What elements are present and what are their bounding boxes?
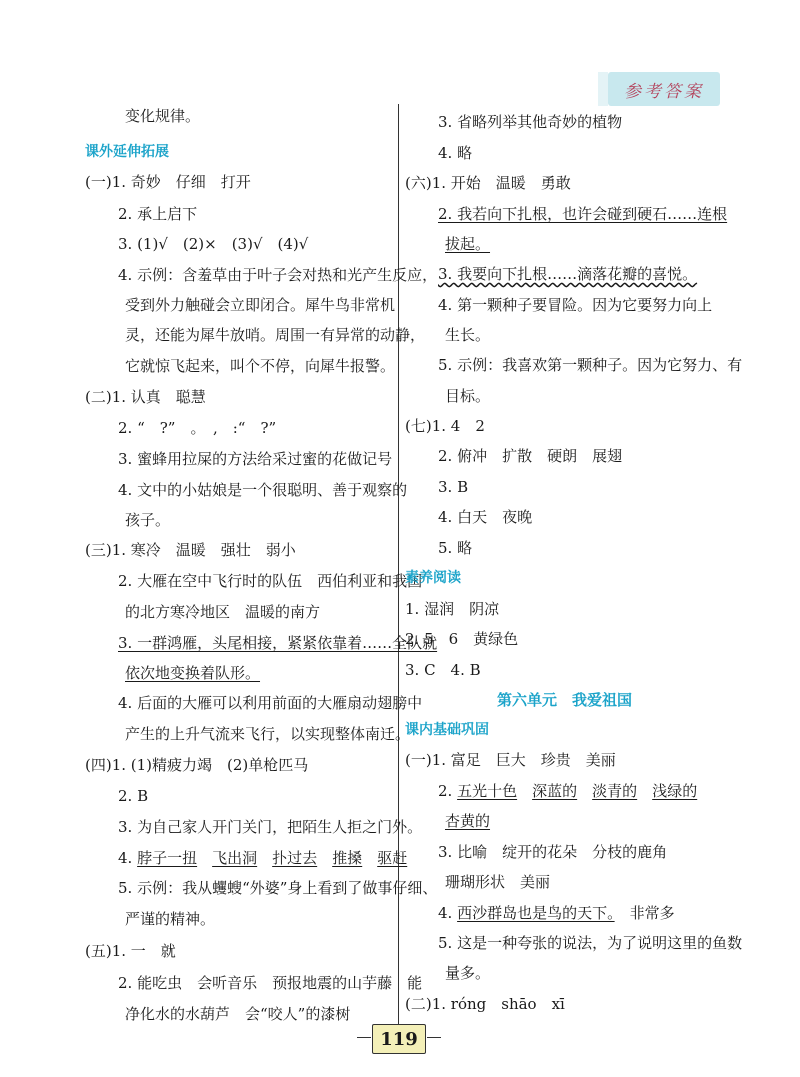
answer-line-verbs [118,848,407,868]
answer-line: 量多。 [445,964,491,982]
section-heading-basics: 课内基础巩固 [405,722,489,738]
item-prefix: 4. [118,849,138,867]
answer-line: 严谨的精神。 [125,910,216,928]
answer-line: 2. “ ?” 。 , :“ ?” [118,419,277,437]
item-prefix: 4. [438,904,458,922]
answer-line: 4. 略 [438,144,473,162]
answer-line: (二)1. róng shāo xī [405,995,565,1013]
answer-line: 5. 略 [438,539,473,557]
answer-line: (四)1. (1)精疲力竭 (2)单枪匹马 [85,756,309,774]
answer-line: (七)1. 4 2 [405,417,485,435]
answer-line: 2. 能吃虫 会听音乐 预报地震的山芋藤 能 [118,974,423,992]
answer-line: 3. 省略列举其他奇妙的植物 [438,113,623,131]
underlined-answer-line: 3. 一群鸿雁，头尾相接，紧紧依靠着……全队就 [118,634,438,652]
answer-line: 4. 第一颗种子要冒险。因为它要努力向上 [438,296,713,314]
answer-line: 2. 承上启下 [118,205,198,223]
answer-line: (五)1. 一 就 [85,942,176,960]
answer-line: 孩子。 [125,511,171,529]
answer-line: 4. 白天 夜晚 [438,508,533,526]
answer-line: 它就惊飞起来，叫个不停，向犀牛报警。 [125,357,396,375]
item-prefix: 2. [438,782,458,800]
answer-line: 3. (1)√ (2)× (3)√ (4)√ [118,235,309,253]
answer-line: 2. 5 6 黄绿色 [405,630,519,648]
answer-line: 3. B [438,478,469,496]
underlined-word: 浅绿的 [652,782,698,800]
underlined-word: 扑过去 [272,849,318,867]
unit-title: 第六单元 我爱祖国 [497,691,633,709]
answer-line: 5. 示例：我喜欢第一颗种子。因为它努力、有 [438,356,743,374]
wavy-underlined-answer-line: 3. 我要向下扎根……滴落花瓣的喜悦。 [438,265,698,283]
answer-line: (一)1. 富足 巨大 珍贵 美丽 [405,751,616,769]
page-number: 119 [372,1024,426,1054]
answer-text: 非常多 [614,904,675,922]
answer-line: 2. 大雁在空中飞行时的队伍 西伯利亚和我国 [118,572,423,590]
answer-line: 的北方寒冷地区 温暖的南方 [125,603,321,621]
answer-line: 珊瑚形状 美丽 [445,873,551,891]
underlined-answer-line: 依次地变换着队形。 [125,664,261,682]
answer-line: 3. 蜜蜂用拉屎的方法给采过蜜的花做记号 [118,450,393,468]
underlined-word: 驱赶 [377,849,408,867]
answer-line: (二)1. 认真 聪慧 [85,388,206,406]
underlined-sentence: 西沙群岛也是鸟的天下。 [457,904,615,922]
answer-line: 受到外力触碰会立即闭合。犀牛鸟非常机 [125,296,396,314]
answer-line: 5. 这是一种夸张的说法，为了说明这里的鱼数 [438,934,743,952]
underlined-answer-line: 拔起。 [445,235,491,253]
answer-line: 目标。 [445,387,491,405]
section-heading-extension: 课外延伸拓展 [85,144,169,160]
answer-line: 4. 后面的大雁可以利用前面的大雁扇动翅膀中 [118,694,423,712]
underlined-answer-line: 杏黄的 [445,812,491,830]
answer-line: 4. 示例：含羞草由于叶子会对热和光产生反应， [118,266,438,284]
underlined-word: 飞出洞 [212,849,258,867]
section-heading-literacy: 素养阅读 [405,570,461,586]
answer-line: 2. 俯冲 扩散 硬朗 展翅 [438,447,623,465]
answer-line [438,903,675,923]
underlined-word: 脖子一扭 [137,849,198,867]
answer-line: 生长。 [445,326,491,344]
answer-line: 灵，还能为犀牛放哨。周围一有异常的动静， [125,326,426,344]
answer-line: (三)1. 寒冷 温暖 强壮 弱小 [85,541,296,559]
underlined-word: 五光十色 [457,782,518,800]
underlined-word: 深蓝的 [532,782,578,800]
answer-line: 5. 示例：我从蠼螋“外婆”身上看到了做事仔细、 [118,879,438,897]
answer-line: 2. B [118,787,149,805]
answer-line: 3. 为自己家人开门关门，把陌生人拒之门外。 [118,818,423,836]
underlined-word: 推搡 [332,849,363,867]
answer-line: 3. C 4. B [405,661,481,679]
answer-key-badge: 参考答案 [608,72,720,106]
underlined-word: 淡青的 [592,782,638,800]
answer-line-colors [438,781,697,801]
text-line: 变化规律。 [125,107,201,125]
answer-line: 产生的上升气流来飞行，以实现整体南迁。 [125,725,411,743]
answer-line: 净化水的水葫芦 会“咬人”的漆树 [125,1005,351,1023]
answer-line: 1. 湿润 阴凉 [405,600,500,618]
answer-line: 4. 文中的小姑娘是一个很聪明、善于观察的 [118,481,408,499]
answer-line: (一)1. 奇妙 仔细 打开 [85,173,251,191]
answer-line: (六)1. 开始 温暖 勇敢 [405,174,571,192]
answer-line: 3. 比喻 绽开的花朵 分枝的鹿角 [438,843,668,861]
underlined-answer-line: 2. 我若向下扎根，也许会碰到硬石……连根 [438,205,728,223]
